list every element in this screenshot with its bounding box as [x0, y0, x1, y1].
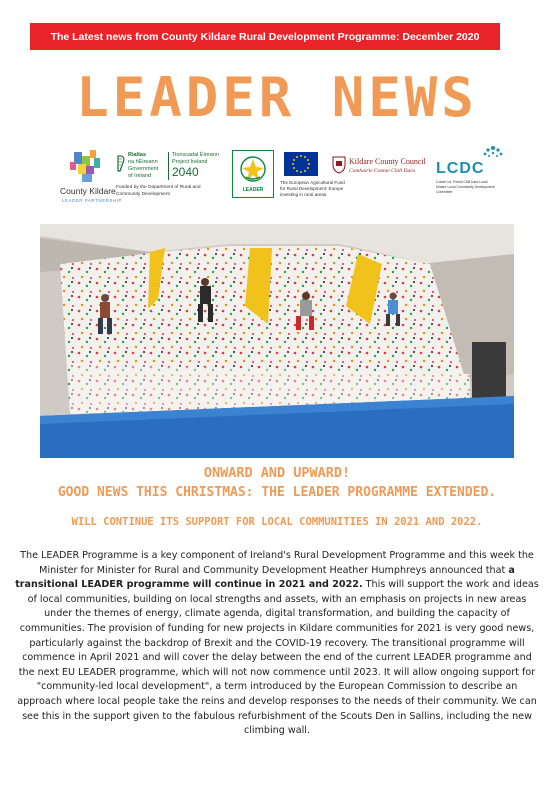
kildare-council-name: Kildare County Council	[349, 157, 426, 166]
headline-good-news: GOOD NEWS THIS CHRISTMAS: THE LEADER PROGRAMME EXTENDED.	[57, 485, 497, 500]
rialtas-line4: of Ireland	[128, 173, 151, 179]
funded-by-line2: Community Development	[116, 192, 170, 197]
rialtas-line3: Government	[128, 166, 159, 172]
rialtas-line1: Rialtas	[128, 152, 147, 158]
headline-continue: WILL CONTINUE ITS SUPPORT FOR LOCAL COMMUNITIES IN 2021 AND 2022.	[71, 516, 483, 528]
leader-star-icon	[234, 153, 272, 187]
article-body	[14, 549, 540, 739]
leader-logo	[232, 150, 274, 198]
headline-onward: ONWARD AND UPWARD!	[203, 465, 351, 481]
article-text-end: This will support the work and ideas of local communities, building on local strengths and assets, with an emphasis on projects in new areas under the themes of energy, climate agenda, digital transformation, and building the capacity of communities. The provision of funding for new projects in Kildare communities for 2021 is very good news, particularly against the backdrop of Brexit and the COVID-19 recovery. The transitional programme will commence in April 2021 and will cover the delay between the end of the current LEADER programme and the next EU LEADER programme, which will not now commence until 2023. It will allow ongoing support for "community-led local development", a term introduced by the European Commission to describe an approach where local people take the reins and develop responses to the needs of their community. We can see this in the support given to the fabulous refurbishment of the Scouts Den in Sallins, including the new climbing wall.	[17, 579, 539, 737]
eu-fund-line2: for Rural Development: Europe	[280, 186, 344, 191]
lcdc-line1: Coiste Lor. Pobail Chill Dara Local	[436, 180, 488, 184]
harp-icon	[116, 154, 126, 172]
banner-text: The Latest news from County Kildare Rural Development Programme: December 2020	[50, 30, 480, 43]
funded-by-line1: Funded by the Department of Rural and	[116, 185, 201, 190]
leader-logo-label: LEADER	[242, 187, 264, 193]
tionscadal-text: Tionscadal Éireann	[172, 152, 219, 158]
kildare-council-irish: Comhairle Contae Chill Dara	[349, 168, 416, 174]
lcdc-line3: Committee	[436, 190, 453, 194]
article-text-bold: a transitional LEADER programme will continue in 2021 and 2022.	[15, 564, 515, 591]
project-ireland-text: Project Ireland	[172, 159, 208, 165]
eu-fund-line3: investing in rural areas	[280, 192, 327, 197]
climbing-wall-photo	[40, 224, 514, 458]
county-kildare-logo	[60, 148, 122, 208]
newsletter-banner	[30, 23, 500, 50]
page-title: LEADER NEWS	[76, 66, 478, 129]
lcdc-logo	[436, 144, 510, 208]
council-crest-icon	[332, 156, 346, 174]
government-of-ireland-logo	[116, 152, 228, 210]
article-text-start: The LEADER Programme is a key component of Ireland's Rural Development Programme and this week the Minister for Minister for Rural and Community Development Heather Humphreys announced that	[20, 550, 534, 576]
rialtas-line2: na hÉireann	[128, 159, 158, 165]
county-kildare-emblem-icon	[60, 148, 116, 186]
project-year: 2040	[172, 165, 199, 179]
eu-flag-icon	[284, 152, 318, 176]
county-kildare-name: County Kildare	[60, 186, 116, 196]
county-kildare-sub: LEADER PARTNERSHIP	[62, 198, 122, 203]
eu-fund-line1: The European Agricultural Fund	[280, 180, 345, 185]
climbing-wall-illustration	[40, 224, 514, 458]
kildare-county-council-logo	[332, 154, 434, 194]
partner-logos	[60, 140, 510, 210]
logo-divider	[168, 152, 169, 180]
lcdc-name: LCDC	[436, 160, 485, 177]
lcdc-line2: Kildare Local Community Development	[436, 185, 495, 189]
